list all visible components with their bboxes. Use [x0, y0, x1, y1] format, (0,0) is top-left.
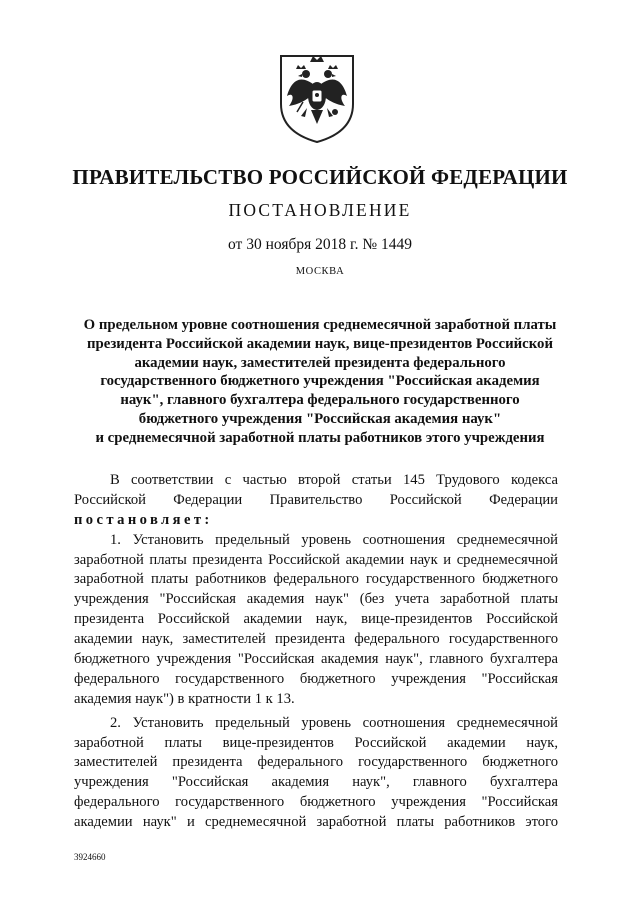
body-line: 2. Установить предельный уровень соотношения среднемесячной	[110, 714, 558, 731]
document-type: ПОСТАНОВЛЕНИЕ	[228, 200, 412, 220]
russian-coat-of-arms-icon	[277, 52, 357, 144]
body-line: федерального государственного бюджетного учреждения "Российская	[74, 670, 558, 687]
body-line: академия наук") в кратности 1 к 13.	[74, 690, 295, 707]
document-city: МОСКВА	[295, 266, 345, 277]
document-date-number: от 30 ноября 2018 г. № 1449	[228, 236, 412, 253]
government-title: ПРАВИТЕЛЬСТВО РОССИЙСКОЙ ФЕДЕРАЦИИ	[72, 165, 568, 189]
subject-line: академии наук, заместителей президента федерального	[134, 354, 506, 371]
document-body	[74, 471, 558, 833]
body-line: 1. Установить предельный уровень соотношения среднемесячной	[110, 531, 558, 548]
subject-line: наук", главного бухгалтера федерального государственного	[120, 392, 520, 409]
body-line: заработной платы работников федерального государственного бюджетного	[74, 571, 558, 588]
subject-line: и среднемесячной заработной платы работников этого учреждения	[95, 429, 545, 446]
body-line: заместителей президента федерального государственного бюджетного	[74, 754, 558, 771]
body-line: учреждения "Российская академия наук", главного бухгалтера	[74, 774, 558, 791]
body-line: академии наук" и среднемесячной заработной платы работников этого	[74, 814, 558, 831]
document-footer-code: 3924660	[74, 852, 106, 862]
subject-line: президента Российской академии наук, вице-президентов Российской	[87, 335, 553, 352]
body-line: учреждения "Российская академия наук" (без учета заработной платы	[74, 591, 558, 608]
body-line: В соответствии с частью второй статьи 145 Трудового кодекса	[110, 472, 558, 488]
body-line: Российской Федерации Правительство Российской Федерации	[74, 491, 558, 508]
body-line: федерального государственного бюджетного учреждения "Российская	[74, 794, 558, 811]
body-line: бюджетного учреждения "Российская академия наук", главного бухгалтера	[74, 651, 558, 668]
resolves-keyword: постановляет:	[74, 511, 213, 528]
subject-line: О предельном уровне соотношения среднемесячной заработной платы	[83, 317, 557, 333]
subject-line: государственного бюджетного учреждения "Российская академия	[100, 373, 540, 390]
document-subject	[60, 316, 580, 448]
subject-line: бюджетного учреждения "Российская академия наук"	[138, 410, 502, 427]
body-line: заработной платы президента Российской академии наук и среднемесячной	[74, 551, 558, 568]
body-line: академии наук, заместителей президента федерального государственного	[74, 631, 558, 648]
body-line: президента Российской академии наук, вице-президентов Российской	[74, 611, 558, 628]
body-line: заработной платы вице-президентов Российской академии наук,	[74, 734, 558, 751]
